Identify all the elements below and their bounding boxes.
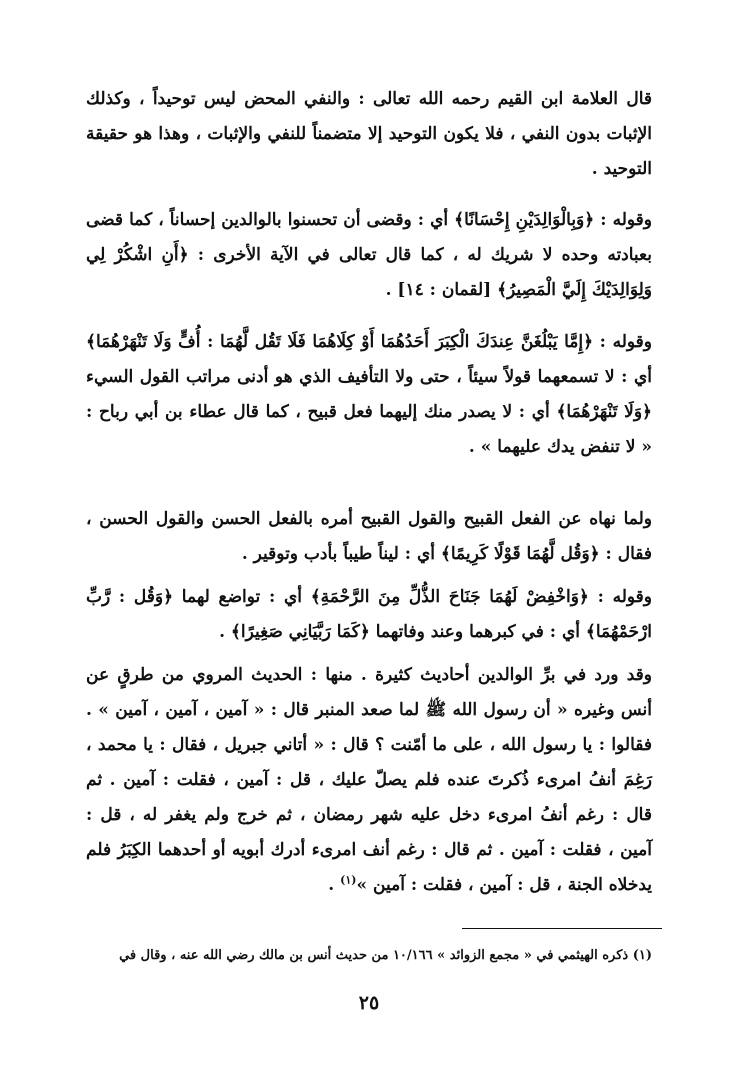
- paragraph-lower-wing: وقوله : ﴿وَاخْفِضْ لَهُمَا جَنَاحَ الذُّلِّ مِنَ الرَّحْمَةِ﴾ أي : تواضع لهما ﴿وَقُل : رَّبِّ ارْحَمْهُمَا﴾ أي : في كبرهما وعند وفاتهما ﴿كَمَا رَبَّيَانِي صَغِيرًا﴾ .: [86, 587, 652, 642]
- hadith-closing: .: [328, 875, 341, 895]
- paragraph-parents-ihsan: وقوله : ﴿وَبِالْوَالِدَيْنِ إِحْسَانًا﴾ أي : وقضى أن تحسنوا بالوالدين إحساناً ، كما قضى بعبادته وحده لا شريك له ، كما قال تعالى في الآية الأخرى : ﴿أَنِ اشْكُرْ لِي وَلِوَالِدَيْكَ إِلَيَّ الْمَصِيرُ﴾ [لقمان : ١٤] .: [86, 210, 652, 300]
- footnote: (١) ذكره الهيثمي في « مجمع الزوائد » ١٠/١٦٦ من حديث أنس بن مالك رضي الله عنه ، وقال في: [119, 948, 652, 963]
- paragraph-ibn-qayyim: قال العلامة ابن القيم رحمه الله تعالى : والنفي المحض ليس توحيداً ، وكذلك الإثبات بدون النفي ، فلا يكون التوحيد إلا متضمناً للنفي والإثبات ، وهذا هو حقيقة التوحيد .: [86, 89, 652, 179]
- paragraph-kind-speech: ولما نهاه عن الفعل القبيح والقول القبيح أمره بالفعل الحسن والقول الحسن ، فقال : ﴿وَقُل لَّهُمَا قَوْلًا كَرِيمًا﴾ أي : ليناً طيباً بأدب وتوقير .: [86, 509, 652, 564]
- hadith-text: وقد ورد في برِّ الوالدين أحاديث كثيرة . منها : الحديث المروي من طرقٍ عن أنس وغيره « أن رسول الله ﷺ لما صعد المنبر قال : « آمين ، آمين ، آمين » . فقالوا : يا رسول الله ، على ما أمّنت ؟ قال : « أتاني جبريل ، فقال : يا محمد ، رَغِمَ أنفُ امرىء ذُكرتَ عنده فلم يصلّ عليك ، قل : آمين ، فقلت : آمين . ثم قال : رغم أنفُ امرىء دخل عليه شهر رمضان ، ثم خرج ولم يغفر له ، قل : آمين ، فقلت : آمين . ثم قال : رغم أنف امرىء أدرك أبويه أو أحدهما الكِبَرُ فلم يدخلاه الجنة ، قل : آمين ، فقلت : آمين »: [86, 665, 652, 895]
- paragraph-uff: وقوله : ﴿إِمَّا يَبْلُغَنَّ عِندَكَ الْكِبَرَ أَحَدُهُمَا أَوْ كِلَاهُمَا فَلَا تَقُل لَّهُمَا : أُفٍّ وَلَا تَنْهَرْهُمَا﴾ أي : لا تسمعهما قولاً سيئاً ، حتى ولا التأفيف الذي هو أدنى مراتب القول السيء ﴿وَلَا تَنْهَرْهُمَا﴾ أي : لا يصدر منك إليهما فعل قبيح ، كما قال عطاء بن أبي رباح : « لا تنفض يدك عليهما » .: [86, 332, 652, 457]
- paragraph-hadith: [86, 658, 652, 903]
- footnote-marker: (١): [340, 873, 357, 887]
- footnote-divider: [462, 928, 662, 929]
- page-number: ٢٥: [358, 992, 380, 1014]
